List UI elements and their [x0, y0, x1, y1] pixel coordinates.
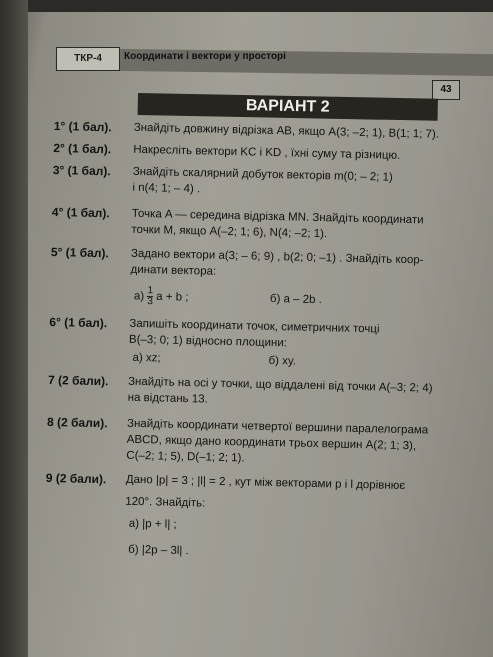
task-line: B(–3; 0; 1) відносно площини: — [128, 333, 288, 350]
fraction — [147, 286, 153, 307]
option-label: а) — [133, 290, 145, 303]
task-line: ABCD, якщо дано координати трьох вершин A(2; 1; 3), — [126, 433, 417, 453]
task-line: динати вектора: — [130, 263, 217, 278]
task-text — [134, 120, 462, 143]
task-number: 5° (1 бал). — [50, 244, 109, 261]
top-dark-strip — [0, 0, 493, 12]
task-line: на відстань 13. — [127, 391, 208, 406]
task-line: Запишіть координати точок, симетричних точці — [129, 317, 380, 336]
header-title: Координати і вектори у просторі — [124, 51, 286, 62]
task-text — [126, 416, 455, 471]
task-text — [130, 246, 459, 308]
task-line: Дано |p| = 3 ; |l| = 2 , кут між векторами p і l дорівнює — [125, 473, 406, 493]
task-number: 8 (2 бали). — [46, 414, 108, 431]
task-line: точки M, якщо A(–2; 1; 6), N(4; –2; 1). — [131, 223, 328, 241]
option-a: а) |p + l| ; — [128, 517, 177, 531]
task-line: Знайдіть скалярний добуток векторів m(0; – 2; 1) — [132, 165, 393, 184]
test-code-label: ТКР-4 — [56, 47, 120, 71]
task-8 — [46, 414, 457, 465]
task-number: 2° (1 бал). — [53, 140, 112, 157]
task-line: 120°. Знайдіть: — [125, 495, 206, 510]
task-text — [127, 374, 456, 413]
option-b: б) a – 2b . — [269, 292, 323, 307]
task-number: 3° (1 бал). — [52, 162, 111, 179]
option-b: б) xy. — [268, 354, 297, 368]
task-6 — [49, 314, 460, 368]
task-number: 7 (2 бали). — [47, 372, 109, 389]
task-7 — [47, 372, 458, 406]
option-a: а) xz; — [132, 351, 161, 365]
task-line: Знайдіть координати четвертої вершини паралелограма — [126, 417, 429, 437]
task-line: Накресліть вектори KC і KD , їхні суму та різницю. — [133, 143, 401, 162]
task-text — [133, 142, 461, 165]
task-line: Задано вектори a(3; – 6; 9) , b(2; 0; –1) . Знайдіть коор- — [130, 247, 424, 267]
fraction-numerator: 1 — [147, 285, 154, 297]
task-line: і n(4; 1; – 4) . — [132, 181, 201, 196]
task-number: 4° (1 бал). — [51, 204, 110, 221]
task-4 — [51, 204, 462, 241]
option-b: б) |2p – 3l| . — [128, 543, 189, 558]
task-text — [128, 316, 458, 368]
task-number: 1° (1 бал). — [53, 118, 112, 135]
task-9 — [45, 470, 456, 558]
variant-banner: ВАРІАНТ 2 — [138, 93, 438, 121]
task-line: Точка A — середина відрізка MN. Знайдіть координати — [131, 207, 424, 227]
book-spine-shadow — [0, 0, 28, 657]
task-text — [131, 206, 460, 245]
task-line: Знайдіть на осі y точки, що віддалені від точки A(–3; 2; 4) — [127, 375, 433, 395]
task-line: C(–2; 1; 5), D(–1; 2; 1). — [126, 449, 245, 465]
option-a — [134, 286, 189, 308]
task-5 — [50, 244, 461, 308]
task-line: Знайдіть довжину відрізка AB, якщо A(3; –2; 1), B(1; 1; 7). — [133, 121, 440, 141]
task-number: 6° (1 бал). — [49, 314, 108, 331]
task-number: 9 (2 бали). — [45, 470, 107, 487]
fraction-denominator: 3 — [147, 296, 153, 308]
page-number: 43 — [432, 80, 460, 100]
task-text — [132, 164, 461, 203]
option-expression: a + b ; — [156, 290, 189, 304]
task-text — [125, 472, 454, 558]
